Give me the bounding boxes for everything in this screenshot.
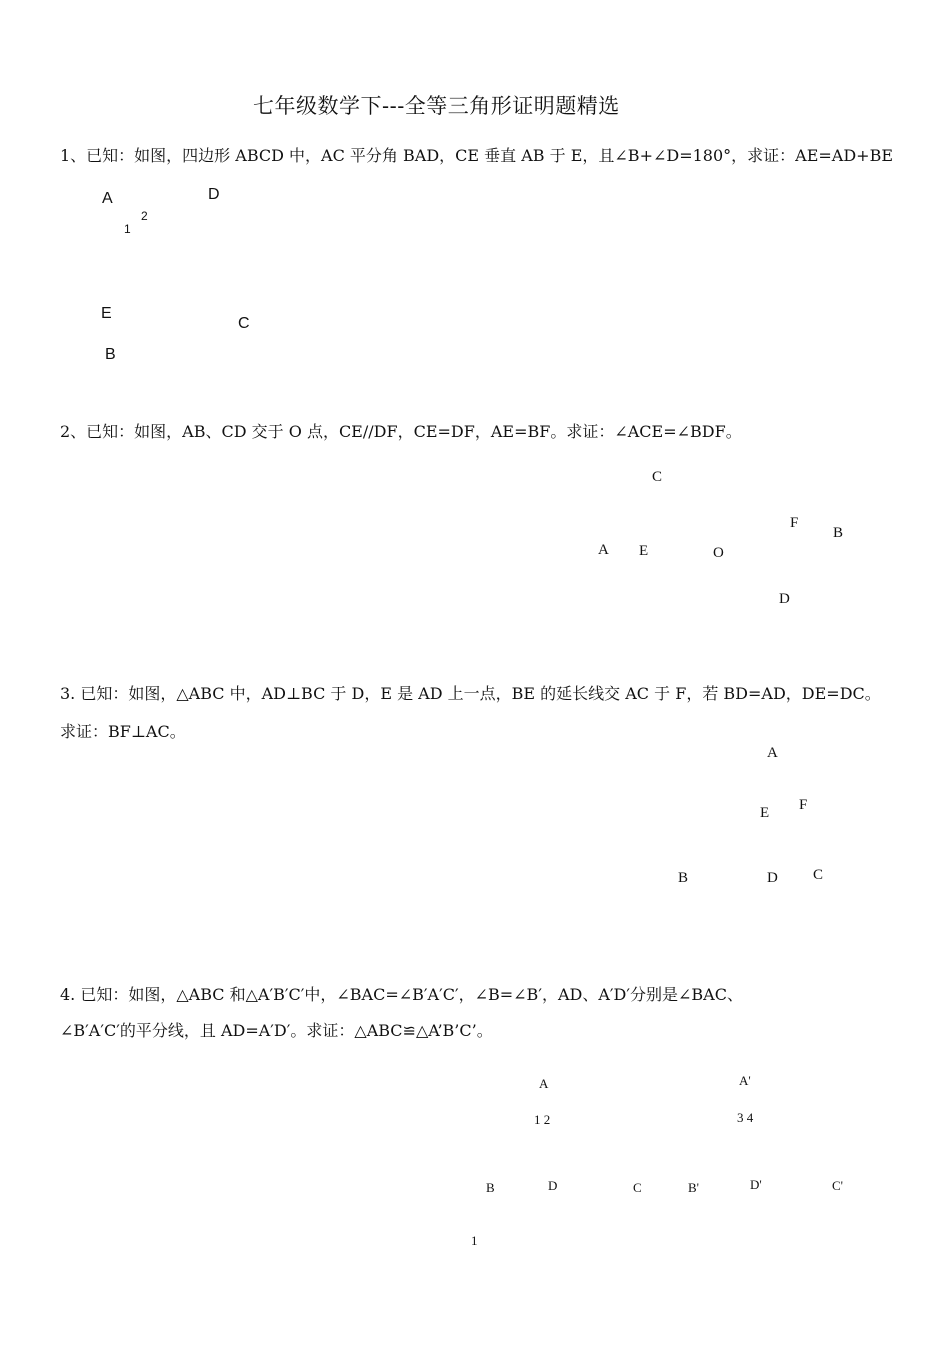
figure-4-label-a-prime: A' xyxy=(739,1073,751,1088)
figure-2-label-d: D xyxy=(779,591,790,607)
figure-1-label-angle-2: 2 xyxy=(141,209,148,223)
problem-2-text: 2、已知：如图，AB、CD 交于 O 点，CE//DF，CE=DF，AE=BF。求证：∠ACE=∠BDF。 xyxy=(60,422,742,441)
figure-4-label-a: A xyxy=(539,1076,549,1091)
problem-3-text-line-2: 求证：BF⊥AC。 xyxy=(60,722,186,741)
figure-3-label-f: F xyxy=(799,797,808,813)
figure-4-label-b: B xyxy=(486,1180,495,1195)
figure-1-label-angle-1: 1 xyxy=(124,222,131,236)
page-number: 1 xyxy=(471,1233,478,1248)
problem-4-text-line-2: ∠B′A′C′的平分线，且 AD=A′D′。求证：△ABC≌△A’B’C’。 xyxy=(60,1021,493,1040)
figure-1-label-e: E xyxy=(101,305,112,322)
figure-1-label-c: C xyxy=(238,315,250,332)
figure-1-label-b: B xyxy=(105,346,116,363)
figure-4-label-d-prime: D' xyxy=(750,1177,762,1192)
figure-4-label-angles-3-4: 3 4 xyxy=(737,1110,754,1125)
figure-3-label-e: E xyxy=(760,805,770,821)
problem-1-text: 1、已知：如图，四边形 ABCD 中，AC 平分角 BAD，CE 垂直 AB 于 E，且∠B+∠D=180°，求证：AE=AD+BE xyxy=(60,146,894,165)
figure-4-label-c: C xyxy=(633,1180,642,1195)
figure-3-label-d: D xyxy=(767,870,778,886)
figure-2-label-a: A xyxy=(598,542,609,558)
figure-1-label-a: A xyxy=(102,190,113,207)
problem-4-text-line-1: 4. 已知：如图，△ABC 和△A′B′C′中，∠BAC=∠B′A′C′，∠B=∠B′，AD、A′D′分别是∠BAC、 xyxy=(60,985,743,1004)
figure-2-label-e: E xyxy=(639,543,649,559)
figure-2-label-c: C xyxy=(652,469,663,485)
problem-3-text-line-1: 3. 已知：如图，△ABC 中，AD⊥BC 于 D，E 是 AD 上一点，BE 的延长线交 AC 于 F，若 BD=AD，DE=DC。 xyxy=(60,684,881,703)
figure-3-label-a: A xyxy=(767,745,778,761)
figure-4-label-c-prime: C' xyxy=(832,1178,844,1193)
figure-4-label-angles-1-2: 1 2 xyxy=(534,1112,551,1127)
figure-2-label-b: B xyxy=(833,525,844,541)
figure-3-label-c: C xyxy=(813,867,824,883)
figure-2-label-f: F xyxy=(790,515,799,531)
figure-3-label-b: B xyxy=(678,870,689,886)
figure-4-label-b-prime: B' xyxy=(688,1180,700,1195)
figure-4-label-d: D xyxy=(548,1178,558,1193)
page-title: 七年级数学下---全等三角形证明题精选 xyxy=(253,94,620,118)
figure-2-label-o: O xyxy=(713,545,724,561)
figure-1-label-d: D xyxy=(208,186,220,203)
